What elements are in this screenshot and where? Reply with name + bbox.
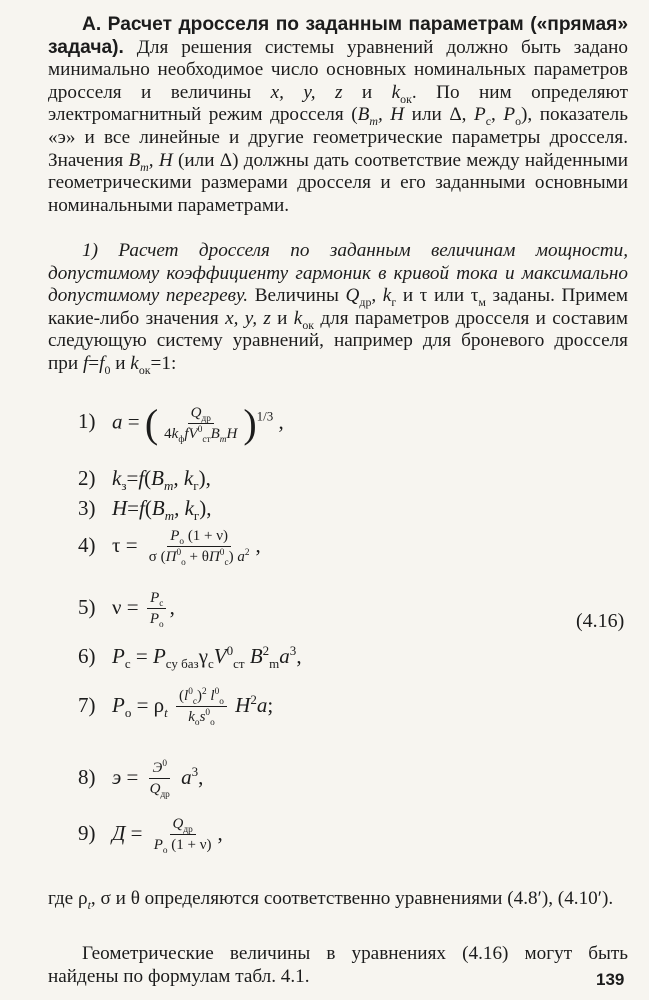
equation-6: 6) $P_с = P_{су баз}\gamma_сV^0_{ст}$ $B^2_ma^3$,	[78, 643, 302, 672]
equation-number: (4.16)	[576, 610, 625, 632]
equation-3: 3) $H=f(B_m$, $k_г$),	[78, 496, 212, 524]
equation-8: 8) э = $\frac{Э^0}{Q_{др}}$ $a^3$,	[78, 759, 204, 800]
equation-1: 1) a = ( $\frac{Q_{др}}{4k_фfV^0_{ст}B_mH}$ )$^{1/3}$ ,	[78, 401, 284, 446]
equation-4: 4) τ = $\frac{P_о (1 + \nu)}{\sigma (П^0_о + \theta П^0_с) a^2}$ ,	[78, 528, 261, 568]
paragraph-where: где $\rho_t$, σ и θ определяются соответственно уравнениями (4.8′), (4.10′).	[48, 888, 614, 913]
page-number: 139	[596, 970, 625, 989]
section-heading: А. Расчет дросселя по заданным параметрам («прямая» задача).	[48, 14, 628, 58]
paragraph-case-1: 1) Расчет дросселя по заданным величинам мощности, допустимому коэффициенту гармоник в кривой тока и максимально допустимому перегреву. Величины $Q_{др}$, $k_г$ и τ или $\tau_м$ заданы. Примем какие-либо значения x, y, z и $k_{ок}$ для параметров дросселя и составим следующую систему уравнений, например для броневого дросселя при $f=f_0$ и $k_{ок}=1$:	[48, 240, 628, 377]
equation-7: 7) $P_о = \rho_t$ $\frac{(l^0_с)^2 l^0_о}{k_оs^0_о}$ $H^2a$;	[78, 687, 274, 728]
equation-5: 5) ν = $\frac{P_с}{P_о}$ ,	[78, 590, 175, 630]
equation-2: 2) $k_з=f(B_m$, $k_г$),	[78, 466, 211, 494]
paragraph-geometry: Геометрические величины в уравнениях (4.16) могут быть найдены по формулам табл. 4.1.	[48, 943, 628, 987]
equation-9: 9) Д = $\frac{Q_{др}}{P_о (1 + \nu)}$ ,	[78, 816, 223, 856]
paragraph-direct-task: А. Расчет дросселя по заданным параметрам («прямая» задача). Для решения системы уравнений должно быть задано минимально необходимое число основных номинальных параметров дросселя и величины x, y, z и $k_{ок}$. По ним определяют электромагнитный режим дросселя ($B_m$, H или Δ, $P_с$, $P_о$), показатель «э» и все линейные и другие геометрические параметры дросселя. Значения $B_m$, H (или Δ) должны дать соответствие между найденными геометрическими размерами дросселя и его заданными основными номинальными параметрами.	[48, 14, 629, 216]
